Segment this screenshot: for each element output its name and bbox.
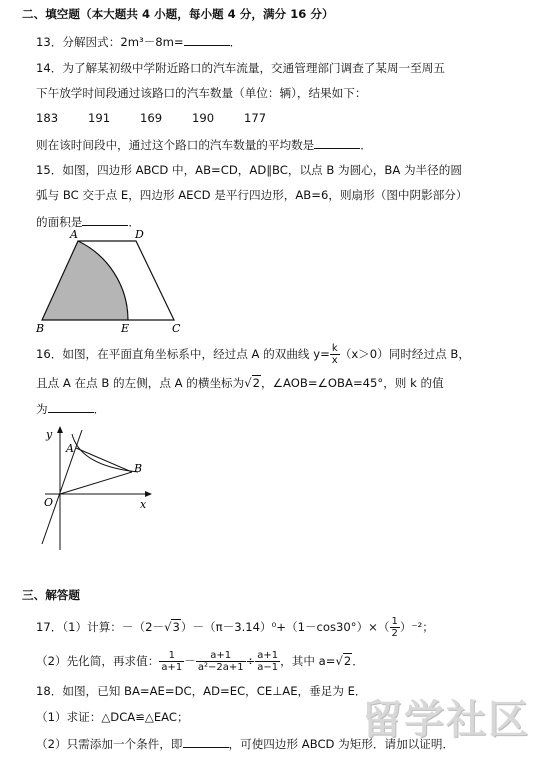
section-2-heading: 二、填空题（本大题共 4 小题，每小题 4 分，满分 16 分） xyxy=(22,7,334,21)
x-axis-arrow xyxy=(145,491,152,497)
hyperbola-curve xyxy=(72,434,138,472)
segment-AB xyxy=(76,448,132,472)
site-watermark: 留学社区 xyxy=(362,697,530,743)
label-D: D xyxy=(135,228,144,241)
q14-data-1: 183 xyxy=(36,111,59,125)
q16-line2: 且点 A 在点 B 的左侧，点 A 的横坐标为√2，∠AOB=∠OBA=45°，则 k 的值 xyxy=(36,376,444,390)
line-OA-extended xyxy=(42,430,82,544)
segment-OB xyxy=(60,472,132,494)
question-13 xyxy=(36,33,241,50)
q14-answer-blank xyxy=(314,136,360,149)
q17-frac-1: $\frac{1}{a+1}$ xyxy=(161,650,183,673)
label-B: B xyxy=(36,322,45,334)
q14-data-3: 169 xyxy=(140,111,163,125)
label-A: A xyxy=(66,442,74,455)
q14-data-4: 190 xyxy=(192,111,215,125)
q14-line2: 下午放学时间段通过该路口的汽车数量（单位：辆），结果如下： xyxy=(36,86,367,100)
label-O: O xyxy=(44,496,54,509)
q17-part1: 17．（1）计算：－（2－√3）－（π－3.14）⁰+（1－cos30°）×（ $\frac{1}{2}$ ）⁻²； xyxy=(36,616,434,639)
q16-line1: 16．如图，在平面直角坐标系中，经过点 A 的双曲线 y= $\frac{k}{x}$ （x＞0）同时经过点 B， xyxy=(36,343,470,366)
label-x: x xyxy=(140,498,147,511)
shaded-sector xyxy=(42,241,128,320)
q16-k-over-x: $\frac{k}{x}$ xyxy=(331,343,338,366)
q18-part2: （2）只需添加一个条件，即 ，可使四边形 ABCD 为矩形．请加以证明． xyxy=(36,737,455,751)
label-y: y xyxy=(46,428,53,441)
q14-data-2: 191 xyxy=(88,111,111,125)
label-A: A xyxy=(70,228,78,241)
q15-line3: 的面积是 ． xyxy=(36,215,140,229)
q16-answer-blank xyxy=(48,400,94,413)
q17-frac-3: $\frac{a+1}{a-1}$ xyxy=(257,650,279,673)
q13-text: 13．分解因式：2m³－8m= xyxy=(36,35,184,49)
q15-line1: 15．如图，四边形 ABCD 中，AB=CD，AD∥BC，以点 B 为圆心，BA 为半径的圆 xyxy=(36,163,462,177)
q17-one-half: $\frac{1}{2}$ xyxy=(391,616,398,639)
q16-sqrt2: 2 xyxy=(252,376,261,390)
label-B: B xyxy=(134,462,143,475)
q18-part1: （1）求证：△DCA≌△EAC； xyxy=(36,710,189,724)
q17-frac-2: $\frac{a+1}{\text{a²−2a+1}}$ xyxy=(197,650,244,673)
q15-trapezoid-figure xyxy=(30,228,190,334)
q18-line1: 18．如图，已知 BA=AE=DC，AD=EC，CE⊥AE，垂足为 E． xyxy=(36,684,367,698)
q16-line3: 为 ． xyxy=(36,402,106,416)
label-C: C xyxy=(172,322,181,334)
q18-answer-blank xyxy=(183,735,229,748)
q15-line2: 弧与 BC 交于点 E，四边形 AECD 是平行四边形，AB=6，则扇形（图中阴影部分） xyxy=(36,188,468,202)
q17-part2: （2）先化简，再求值： $\frac{1}{a+1}$ － $\frac{a+1}{\text{a²−2a+1}}$ ÷ $\frac{a+1}{a-1}$ ，其中 a=√2． xyxy=(36,650,364,673)
q13-answer-blank xyxy=(184,33,230,46)
section-3-heading: 三、解答题 xyxy=(22,588,80,602)
label-E: E xyxy=(121,322,130,334)
q14-data-row xyxy=(36,110,266,126)
q14-data-5: 177 xyxy=(244,111,267,125)
q13-end: ． xyxy=(229,35,242,49)
y-axis-arrow xyxy=(57,426,63,433)
q14-question: 则在该时间段中，通过这个路口的汽车数量的平均数是 ． xyxy=(36,138,372,152)
q14-line1: 14．为了解某初级中学附近路口的汽车流量，交通管理部门调查了某周一至周五 xyxy=(36,61,445,75)
q15-answer-blank xyxy=(82,213,128,226)
q16-hyperbola-figure xyxy=(30,420,160,560)
